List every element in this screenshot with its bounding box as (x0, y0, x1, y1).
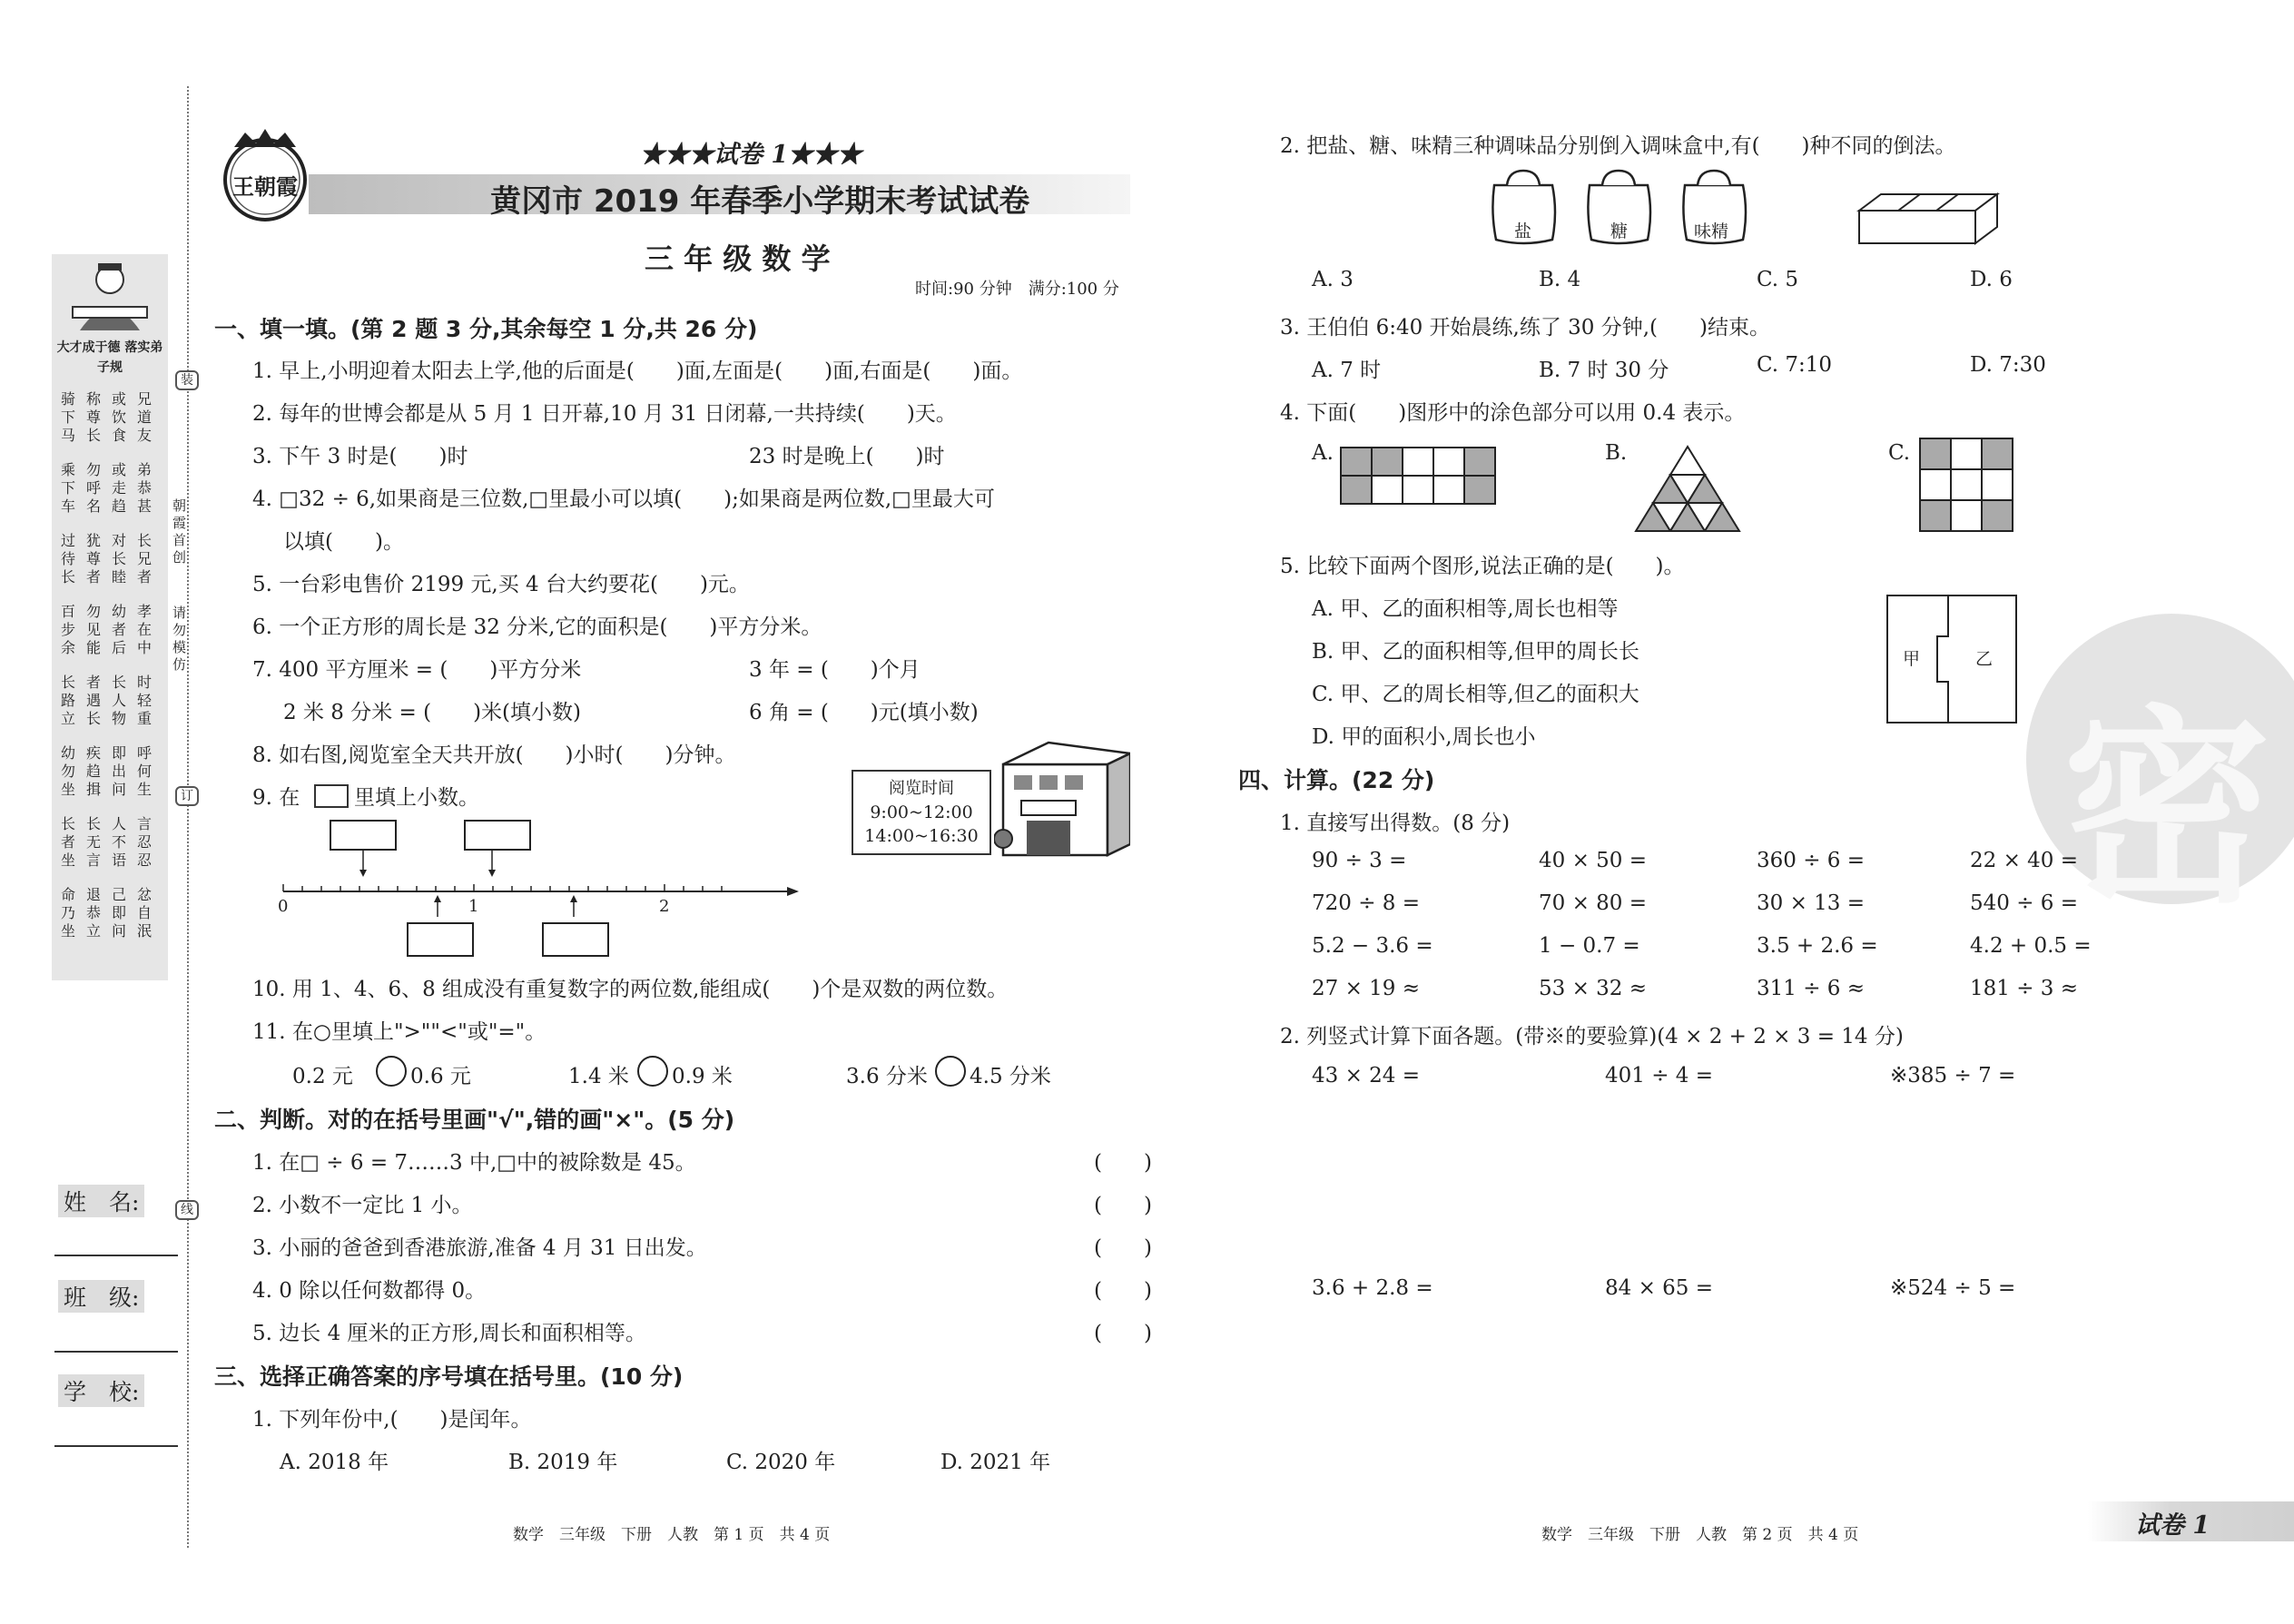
oral-r4-c2: 53 × 32 ≈ (1539, 977, 1648, 1000)
brand-logo (214, 123, 316, 225)
s3-q1-opt-a[interactable]: A. 2018 年 (280, 1451, 389, 1474)
confidential-stamp-text: 密 (2063, 689, 2272, 931)
oral-r3-c4: 4.2 + 0.5 = (1970, 934, 2092, 958)
q11b-right: 0.9 米 (672, 1065, 733, 1088)
s3-q1-opt-c[interactable]: C. 2020 年 (726, 1451, 836, 1474)
s1-q1: 1. 早上,小明迎着太阳去上学,他的后面是( )面,左面是( )面,右面是( )面。 (252, 359, 1023, 383)
vert-r1-c1: 43 × 24 = (1312, 1064, 1421, 1088)
school-label: 学 校: (58, 1374, 144, 1407)
reading-time-box (852, 770, 991, 855)
s2-answer-2[interactable]: ( ) (1094, 1194, 1152, 1217)
s3-q5-opt-a[interactable]: A. 甲、乙的面积相等,周长也相等 (1312, 597, 1619, 621)
poem-col: 命乃坐 (60, 886, 75, 940)
poem-col: 疾趋揖 (85, 744, 101, 798)
s3-q1-opt-d[interactable]: D. 2021 年 (940, 1451, 1051, 1474)
poem-col: 乘下车 (60, 461, 75, 515)
oral-r2-c3: 30 × 13 = (1757, 891, 1866, 915)
oral-r2-c4: 540 ÷ 6 = (1970, 891, 2079, 915)
oral-r3-c2: 1 − 0.7 = (1539, 934, 1640, 958)
section2-title: 二、判断。对的在括号里画"√",错的画"×"。(5 分) (214, 1107, 735, 1133)
s1-q8: 8. 如右图,阅览室全天共开放( )小时( )分钟。 (252, 743, 736, 767)
poem-col: 或饮食 (111, 390, 126, 444)
poem-col: 者遇长 (85, 674, 101, 727)
poem-col: 勿见能 (85, 603, 101, 656)
figure-yi-label: 乙 (1975, 649, 1994, 669)
s3-q3: 3. 王伯伯 6:40 开始晨练,练了 30 分钟,( )结束。 (1280, 316, 1770, 340)
poem-col: 或走趋 (111, 461, 126, 515)
oral-r4-c1: 27 × 19 ≈ (1312, 977, 1421, 1000)
s3-q4-label-c: C. (1888, 441, 1911, 465)
s3-q5-opt-c[interactable]: C. 甲、乙的周长相等,但乙的面积大 (1312, 683, 1639, 706)
library-building-icon (994, 737, 1130, 857)
subject-title: 三 年 级 数 学 (645, 241, 831, 276)
binding-dotted-line (187, 86, 189, 1548)
reading-time-title: 阅览时间 (889, 779, 954, 798)
poem-col: 长无言 (85, 815, 101, 869)
s3-q3-opt-c[interactable]: C. 7:10 (1757, 353, 1833, 377)
s3-q3-opt-b[interactable]: B. 7 时 30 分 (1539, 359, 1669, 382)
time-score: 时间:90 分钟 满分:100 分 (915, 280, 1119, 299)
bag-label-msg: 味精 (1694, 221, 1729, 241)
class-field[interactable] (54, 1351, 178, 1353)
numline-answer-box-1[interactable] (407, 922, 474, 957)
vert-r2-c1: 3.6 + 2.8 = (1312, 1276, 1433, 1300)
exam-number: ★★★试卷 1★★★ (640, 141, 862, 169)
oral-r3-c3: 3.5 + 2.6 = (1757, 934, 1878, 958)
corner-label: 试卷 1 (2135, 1511, 2210, 1540)
s3-q1: 1. 下列年份中,( )是闰年。 (252, 1408, 532, 1432)
s3-q4-label-b: B. (1605, 441, 1628, 465)
poem-col: 长人物 (111, 674, 126, 727)
vert-r2-c2: 84 × 65 = (1605, 1276, 1714, 1300)
poem-col: 即出问 (111, 744, 126, 798)
vert-r2-c3: ※524 ÷ 5 = (1890, 1276, 2016, 1300)
s4-sub1: 1. 直接写出得数。(8 分) (1280, 812, 1511, 835)
s1-q7d: 6 角 = ( )元(填小数) (749, 701, 979, 724)
poem-col: 人不语 (111, 815, 126, 869)
vert-r1-c2: 401 ÷ 4 = (1605, 1064, 1714, 1088)
s2-item-2: 2. 小数不一定比 1 小。 (252, 1194, 473, 1217)
s3-q4-label-a: A. (1312, 441, 1334, 465)
oral-r4-c3: 311 ÷ 6 ≈ (1757, 977, 1866, 1000)
s3-q2-opt-c[interactable]: C. 5 (1757, 268, 1799, 291)
brand-logo-text: 王朝霞 (232, 173, 298, 200)
s3-q2-opt-b[interactable]: B. 4 (1539, 268, 1581, 291)
poem-col: 时轻重 (136, 674, 152, 727)
q11b-left: 1.4 米 (568, 1065, 629, 1088)
poem-col: 百步余 (60, 603, 75, 656)
q11a-right: 0.6 元 (410, 1065, 471, 1088)
q11c-right: 4.5 分米 (970, 1065, 1051, 1088)
s3-q2-opt-a[interactable]: A. 3 (1312, 268, 1354, 291)
oral-r4-c4: 181 ÷ 3 ≈ (1970, 977, 2079, 1000)
poem-col: 言忍忍 (136, 815, 152, 869)
s1-q7c: 2 米 8 分米 = ( )米(填小数) (283, 701, 581, 724)
poem-col: 幼者后 (111, 603, 126, 656)
s3-q3-opt-d[interactable]: D. 7:30 (1970, 353, 2046, 377)
s2-answer-3[interactable]: ( ) (1094, 1236, 1152, 1260)
poem-col: 兄道友 (136, 390, 152, 444)
s2-item-4: 4. 0 除以任何数都得 0。 (252, 1279, 487, 1303)
numline-label-2: 2 (659, 897, 670, 916)
section4-title: 四、计算。(22 分) (1238, 767, 1435, 793)
exam-title: 黄冈市 2019 年春季小学期末考试试卷 (490, 183, 1030, 220)
s1-q7a: 7. 400 平方厘米 = ( )平方分米 (252, 658, 582, 682)
footer-left: 数学 三年级 下册 人教 第 1 页 共 4 页 (513, 1526, 831, 1544)
figure-jia-label: 甲 (1903, 649, 1921, 669)
vertical-note-2: 请勿模仿 (172, 605, 187, 673)
reading-time-1: 9:00~12:00 (870, 802, 973, 822)
poem-col: 称尊长 (85, 390, 101, 444)
vert-r1-c3: ※385 ÷ 7 = (1890, 1064, 2016, 1088)
poem-col: 弟恭甚 (136, 461, 152, 515)
s1-q4b: 以填( )。 (283, 530, 404, 554)
s2-item-3: 3. 小丽的爸爸到香港旅游,准备 4 月 31 日出发。 (252, 1236, 707, 1260)
poem-col: 对长睦 (111, 532, 126, 586)
s3-q5-opt-d[interactable]: D. 甲的面积小,周长也小 (1312, 725, 1536, 749)
s3-q5-opt-b[interactable]: B. 甲、乙的面积相等,但甲的周长长 (1312, 640, 1639, 664)
binding-seal-mid: 订 (175, 786, 199, 806)
bag-label-sugar: 糖 (1610, 221, 1629, 241)
s1-q9: 9. 在 (252, 786, 300, 810)
poem-col: 长兄者 (136, 532, 152, 586)
s4-sub2: 2. 列竖式计算下面各题。(带※的要验算)(4 × 2 + 2 × 3 = 14 分) (1280, 1025, 1904, 1048)
q11c-compare-circle[interactable] (935, 1056, 966, 1087)
numline-label-1: 1 (468, 897, 479, 916)
s1-q5: 5. 一台彩电售价 2199 元,买 4 台大约要花( )元。 (252, 573, 750, 596)
s1-q9b: 里填上小数。 (354, 786, 479, 810)
s2-item-1: 1. 在□ ÷ 6 = 7……3 中,□中的被除数是 45。 (252, 1151, 696, 1175)
poem-col: 己即问 (111, 886, 126, 940)
s1-q4a: 4. □32 ÷ 6,如果商是三位数,□里最小可以填( );如果商是两位数,□里最大可 (252, 487, 995, 511)
s2-answer-4[interactable]: ( ) (1094, 1279, 1152, 1303)
s2-item-5: 5. 边长 4 厘米的正方形,周长和面积相等。 (252, 1322, 646, 1345)
s3-q4: 4. 下面( )图形中的涂色部分可以用 0.4 表示。 (1280, 401, 1746, 425)
scholar-icon (62, 260, 158, 332)
school-field[interactable] (54, 1445, 178, 1447)
oral-r1-c1: 90 ÷ 3 = (1312, 849, 1407, 872)
number-line (274, 815, 801, 924)
poem-col: 呼何生 (136, 744, 152, 798)
numline-answer-box-2[interactable] (542, 922, 609, 957)
s1-q3b: 23 时是晚上( )时 (749, 445, 945, 468)
section3-title: 三、选择正确答案的序号填在括号里。(10 分) (214, 1363, 684, 1390)
poem-col: 幼勿坐 (60, 744, 75, 798)
figure-b-triangle[interactable] (1634, 445, 1741, 532)
poem-col: 过待长 (60, 532, 75, 586)
class-label: 班 级: (58, 1280, 144, 1313)
reading-time-2: 14:00~16:30 (864, 826, 979, 846)
poem-col: 长者坐 (60, 815, 75, 869)
figure-a-rect-grid[interactable] (1340, 447, 1496, 505)
oral-r2-c2: 70 × 80 = (1539, 891, 1648, 915)
poem-col: 孝在中 (136, 603, 152, 656)
oral-r2-c1: 720 ÷ 8 = (1312, 891, 1421, 915)
poem-col: 勿呼名 (85, 461, 101, 515)
s1-q2: 2. 每年的世博会都是从 5 月 1 日开幕,10 月 31 日闭幕,一共持续( )天。 (252, 402, 957, 426)
poem-col: 长路立 (60, 674, 75, 727)
s1-q7b: 3 年 = ( )个月 (749, 658, 921, 682)
compare-figure (1886, 595, 2017, 723)
oral-r1-c3: 360 ÷ 6 = (1757, 849, 1866, 872)
q9-box-sample (314, 784, 349, 808)
name-label: 姓 名: (58, 1185, 144, 1217)
oral-r3-c1: 5.2 − 3.6 = (1312, 934, 1433, 958)
s1-q6: 6. 一个正方形的周长是 32 分米,它的面积是( )平方分米。 (252, 615, 822, 639)
q11b-compare-circle[interactable] (637, 1056, 668, 1087)
sidebar-motto: 大才成于德 落实弟子规 (56, 340, 163, 375)
footer-right: 数学 三年级 下册 人教 第 2 页 共 4 页 (1541, 1526, 1859, 1544)
poem-col: 骑下马 (60, 390, 75, 444)
s3-q2: 2. 把盐、糖、味精三种调味品分别倒入调味盒中,有( )种不同的倒法。 (1280, 134, 1956, 158)
binding-seal-top: 装 (175, 370, 199, 390)
oral-r1-c2: 40 × 50 = (1539, 849, 1648, 872)
bag-label-salt: 盐 (1514, 221, 1532, 241)
poem-col: 犹尊者 (85, 532, 101, 586)
seasoning-bags (1487, 167, 1850, 249)
q11a-left: 0.2 元 (292, 1065, 353, 1088)
poem-col: 退恭立 (85, 886, 101, 940)
s1-q3a: 3. 下午 3 时是( )时 (252, 445, 468, 468)
name-field[interactable] (54, 1255, 178, 1256)
q11c-left: 3.6 分米 (846, 1065, 928, 1088)
vertical-note-1: 朝霞首创 (172, 497, 187, 566)
s3-q3-opt-a[interactable]: A. 7 时 (1312, 359, 1382, 382)
s2-answer-5[interactable]: ( ) (1094, 1322, 1152, 1345)
s1-q11: 11. 在○里填上">""<"或"="。 (252, 1020, 546, 1044)
poem-col: 忿自泯 (136, 886, 152, 940)
oral-r1-c4: 22 × 40 = (1970, 849, 2079, 872)
s3-q2-opt-d[interactable]: D. 6 (1970, 268, 2013, 291)
s3-q5: 5. 比较下面两个图形,说法正确的是( )。 (1280, 555, 1685, 578)
figure-c-square-grid[interactable] (1919, 438, 2013, 532)
seasoning-box-icon (1856, 191, 2001, 247)
section1-title: 一、填一填。(第 2 题 3 分,其余每空 1 分,共 26 分) (214, 316, 758, 342)
s2-answer-1[interactable]: ( ) (1094, 1151, 1152, 1175)
q11a-compare-circle[interactable] (376, 1056, 407, 1087)
sidebar-poem (60, 390, 162, 971)
s1-q10: 10. 用 1、4、6、8 组成没有重复数字的两位数,能组成( )个是双数的两位数。 (252, 978, 1009, 1001)
binding-seal-bottom: 线 (175, 1200, 199, 1220)
numline-label-0: 0 (278, 897, 289, 916)
s3-q1-opt-b[interactable]: B. 2019 年 (508, 1451, 618, 1474)
